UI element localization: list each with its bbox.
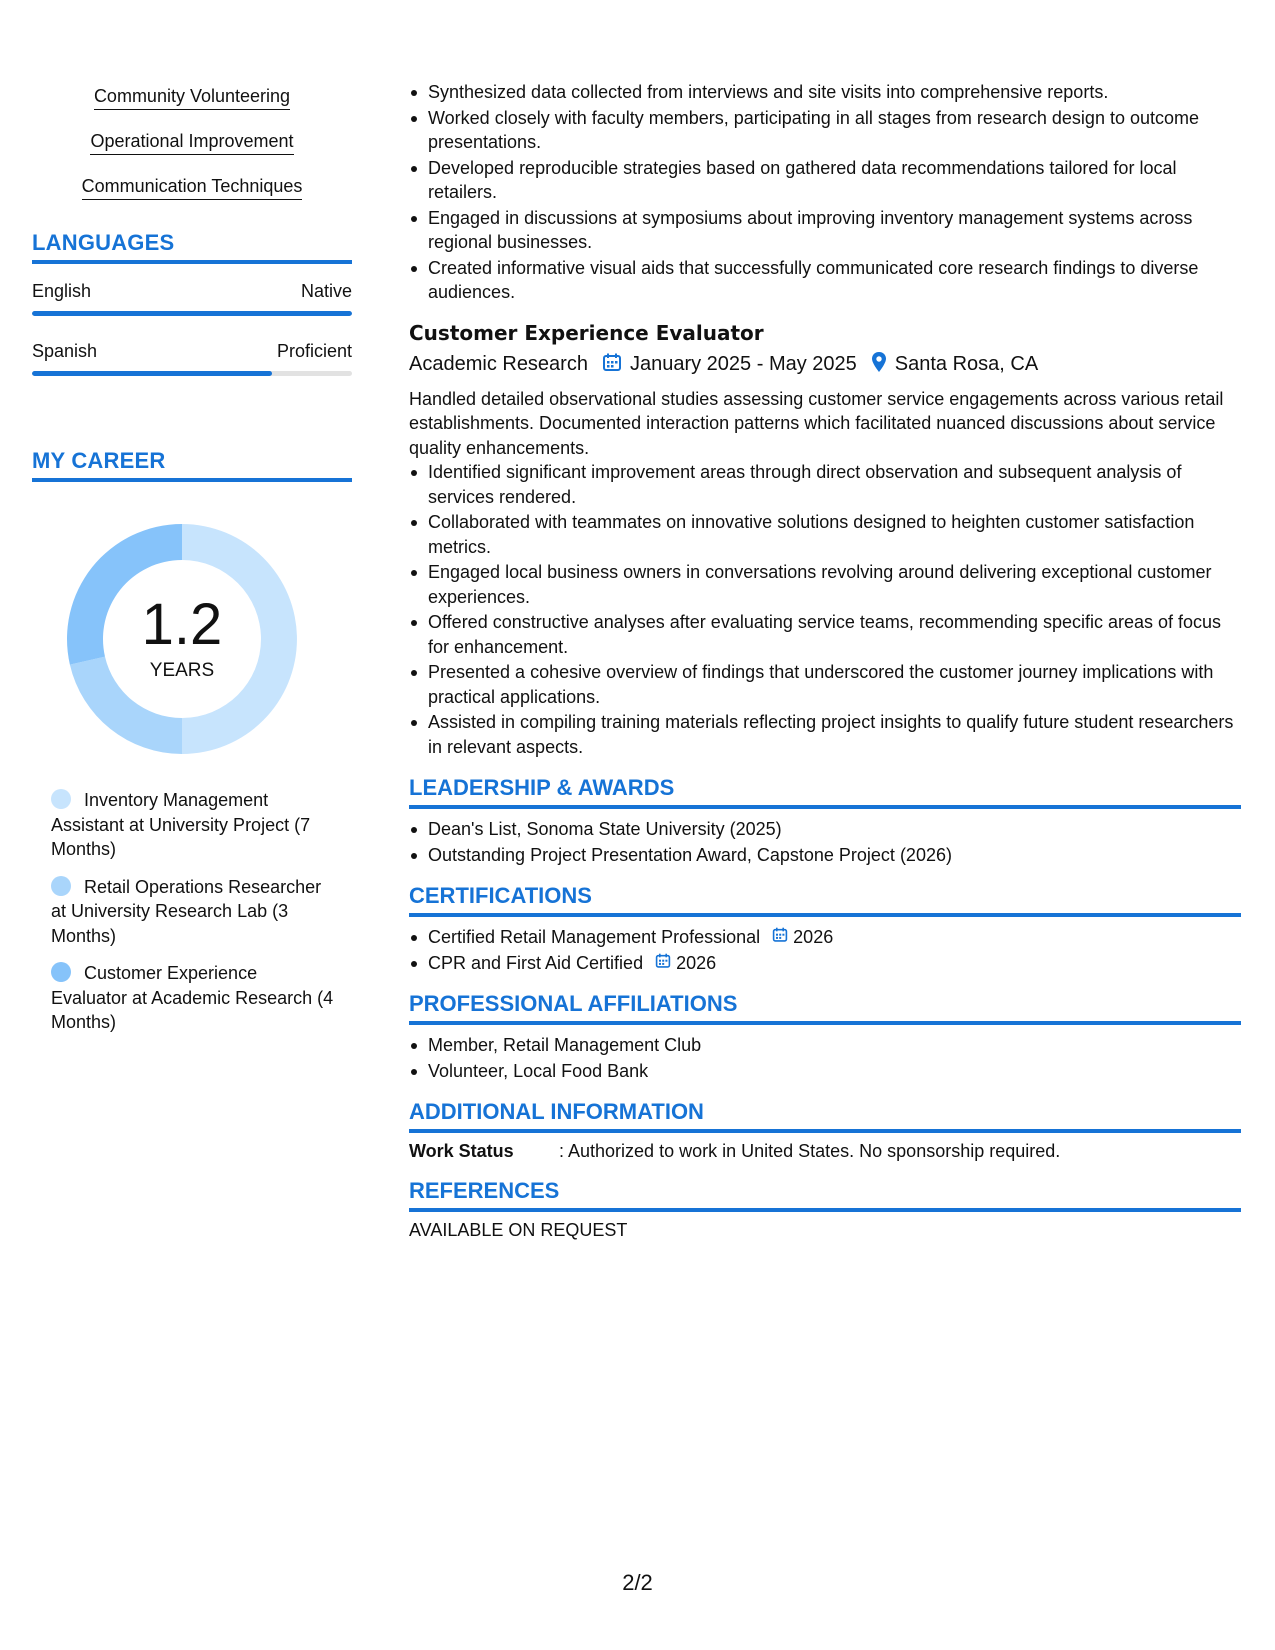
work-status-value: : Authorized to work in United States. No sponsorship required. [559,1141,1061,1161]
list-item: Assisted in compiling training materials reflecting project insights to qualify future student researchers in relevant aspects. [409,710,1241,759]
list-item: Outstanding Project Presentation Award, Capstone Project (2026) [409,843,1241,868]
language-name: English [32,281,92,301]
career-section [32,448,352,1035]
language-proficiency-bar [32,371,352,376]
cert-name: Certified Retail Management Professional [428,927,761,947]
job-title: Customer Experience Evaluator [409,320,764,345]
list-item: Offered constructive analyses after evaluating service teams, recommending specific areas of focus for enhancement. [409,610,1241,659]
list-item: Collaborated with teammates on innovative solutions designed to heighten customer satisfaction metrics. [409,510,1241,559]
career-total: 1.2 [141,592,223,657]
additional-info-heading: ADDITIONAL INFORMATION [409,1099,1241,1133]
list-item: Synthesized data collected from interviews and site visits into comprehensive reports. [409,80,1241,105]
previous-job-bullets [409,80,1241,305]
list-item: Volunteer, Local Food Bank [409,1059,1241,1084]
language-proficiency-fill [32,371,272,376]
career-legend-item [51,788,336,862]
list-item: Dean's List, Sonoma State University (2025) [409,817,1241,842]
calendar-icon [655,951,676,976]
left-column [32,84,352,1048]
references-heading: REFERENCES [409,1178,1241,1212]
career-heading: MY CAREER [32,448,352,482]
references-text: AVAILABLE ON REQUEST [409,1220,628,1240]
map-pin-icon [857,351,895,379]
cert-year: 2026 [676,952,717,973]
career-legend-item [51,875,336,949]
job-dates: January 2025 - May 2025 [629,353,857,375]
languages-heading: LANGUAGES [32,230,352,264]
leadership-heading: LEADERSHIP & AWARDS [409,775,1241,809]
list-item [409,951,1241,976]
career-legend-text: Retail Operations Researcher at University Research Lab (3 Months) [51,876,322,946]
career-unit: YEARS [149,660,215,681]
cert-name: CPR and First Aid Certified [428,952,644,973]
job-summary: Handled detailed observational studies assessing customer service engagements across various retail establishments. Documented interaction patterns which facilitated nuanced discussions about service quality enhancements. [409,388,1224,458]
list-item: Identified significant improvement areas through direct observation and subsequent analysis of services rendered. [409,460,1241,509]
leadership-list [409,817,1241,867]
language-name: Spanish [32,341,98,361]
list-item: Engaged local business owners in conversations revolving around delivering exceptional customer experiences. [409,560,1241,609]
career-legend [32,788,352,1035]
certifications-heading: CERTIFICATIONS [409,883,1241,917]
affiliations-list [409,1033,1241,1083]
career-legend-text: Inventory Management Assistant at University Project (7 Months) [51,790,311,859]
skill-link[interactable]: Operational Improvement [90,129,293,155]
calendar-icon [772,925,793,950]
job-company: Academic Research [409,353,588,375]
list-item: Engaged in discussions at symposiums about improving inventory management systems across regional businesses. [409,206,1241,255]
skill-link[interactable]: Community Volunteering [94,84,290,110]
job-location: Santa Rosa, CA [894,353,1039,375]
affiliations-heading: PROFESSIONAL AFFILIATIONS [409,991,1241,1025]
cert-year: 2026 [793,927,834,947]
work-status-label: Work Status [409,1141,514,1161]
career-donut-chart [67,524,297,754]
job-entry [409,321,1241,760]
career-legend-item [51,961,336,1035]
list-item: Presented a cohesive overview of findings that underscored the customer journey implications with practical applications. [409,660,1241,709]
skill-link[interactable]: Communication Techniques [82,174,303,200]
language-item [32,340,352,376]
list-item: Worked closely with faculty members, participating in all stages from research design to outcome presentations. [409,106,1241,155]
language-level: Native [300,281,352,301]
career-legend-text: Customer Experience Evaluator at Academic Research (4 Months) [51,963,334,1032]
language-proficiency-bar [32,311,352,316]
job-bullets [409,460,1241,759]
language-level: Proficient [276,341,352,361]
language-proficiency-fill [32,311,352,316]
legend-dot [51,962,71,982]
list-item: Created informative visual aids that successfully communicated core research findings to diverse audiences. [409,256,1241,305]
work-status-row [409,1141,1241,1162]
list-item: Member, Retail Management Club [409,1033,1241,1058]
list-item: Developed reproducible strategies based on gathered data recommendations tailored for local retailers. [409,156,1241,205]
right-column [409,80,1241,1241]
calendar-icon [588,352,630,378]
skills-list [32,84,352,200]
list-item [409,925,1241,950]
certifications-list [409,925,1241,975]
page-number: 2/2 [622,1570,653,1595]
legend-dot [51,876,71,896]
language-item [32,280,352,316]
languages-section [32,230,352,376]
legend-dot [51,789,71,809]
